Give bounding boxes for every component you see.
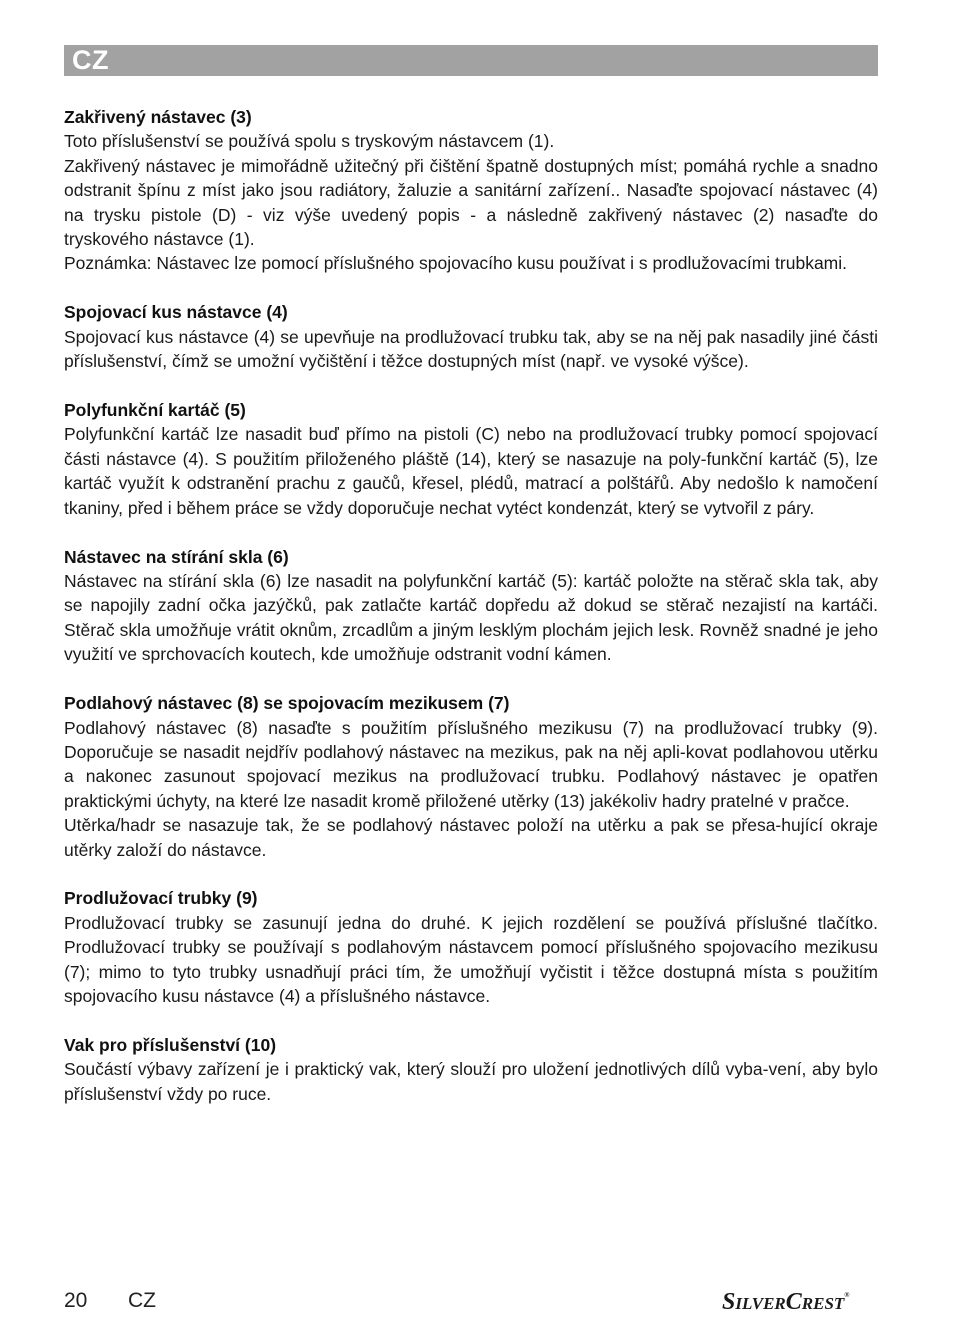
paragraph: Podlahový nástavec (8) nasaďte s použitím příslušného mezikusu (7) na prodlužovací trubky (9). Doporučuje se nasadit nejdřív podlahový nástavec na mezikus, pak na něj apli-kovat podlahovou utěrku a nakonec zasunout spojovací mezikus na prodlužovací trubku. Podlahový nástavec je opatřen praktickými úchyty, na které lze nasadit kromě přiložené utěrky (13) jakékoliv hadry pratelné v pračce.: [64, 717, 878, 811]
section-title: Zakřivený nástavec (3): [64, 107, 252, 127]
brand-text: ILVER: [735, 1294, 786, 1313]
paragraph: Součástí výbavy zařízení je i praktický vak, který slouží pro uložení jednotlivých dílů vyba-vení, aby bylo příslušenství vždy po ruce.: [64, 1059, 878, 1104]
section-title: Vak pro příslušenství (10): [64, 1035, 277, 1055]
brand-text: REST: [801, 1294, 845, 1313]
section-title: Nástavec na stírání skla (6): [64, 546, 289, 567]
paragraph: Spojovací kus nástavce (4) se upevňuje na prodlužovací trubku tak, aby se na něj pak nasadily jiné části příslušenství, čímž se umožní vyčištění i těžce dostupných míst (např. ve vysoké výšce).: [64, 326, 878, 372]
section-extension-tubes: [64, 886, 878, 1008]
brand-letter: C: [785, 1289, 802, 1315]
paragraph: Polyfunkční kartáč lze nasadit buď přímo na pistoli (C) nebo na prodlužovací trubky pomocí spojovací části nástavce (4). S použitím přiloženého pláště (14), který se nasazuje na poly-funkční kartáč (5), lze kartáč využít k odstranění prachu z gaučů, křesel, plédů, matrací a polštářů. Aby nedošlo k namočení tkaniny, před i během práce se vždy doporučuje nechat vytéct kondenzát, který se vytvořil z páry.: [64, 424, 878, 518]
section-accessory-bag: [64, 1033, 878, 1106]
paragraph: Zakřivený nástavec je mimořádně užitečný při čištění špatně dostupných míst; pomáhá rychle a snadno odstranit špínu z míst jako jsou radiátory, žaluzie a sanitární zařízení.. Nasaďte spojovací nástavec (4) na trysku pistole (D) - viz výše uvedený popis - a následně zakřivený nástavec (2) nasaďte do tryskového nástavce (1).: [64, 155, 878, 250]
section-floor-nozzle: [64, 691, 878, 862]
section-curved-nozzle: [64, 105, 878, 276]
page-number: 20: [64, 1289, 88, 1312]
paragraph: Prodlužovací trubky se zasunují jedna do druhé. K jejich rozdělení se používá příslušné tlačítko. Prodlužovací trubky se používají s podlahovým nástavcem pomocí příslušného spojovacího mezikusu (7); mimo to tyto trubky usnadňují práci tím, že umožňují vyčistit i těžce dostupná místa s použitím spojovacího kusu nástavce (4) a příslušného nástavce.: [64, 912, 878, 1007]
paragraph: Toto příslušenství se používá spolu s tryskovým nástavcem (1).: [64, 131, 555, 152]
section-title: Spojovací kus nástavce (4): [64, 302, 288, 323]
paragraph: Poznámka: Nástavec lze pomocí příslušného spojovacího kusu používat i s prodlužovacími trubkami.: [64, 253, 848, 274]
section-multifunction-brush: [64, 398, 878, 520]
language-label: CZ: [72, 45, 109, 75]
brand-logo: [722, 1289, 882, 1315]
section-window-wiper: [64, 545, 878, 667]
section-title: Polyfunkční kartáč (5): [64, 400, 246, 421]
paragraph: Nástavec na stírání skla (6) lze nasadit na polyfunkční kartáč (5): kartáč položte na stěrač skla tak, aby se napojily zadní očka jazýčků, pak zatlačte kartáč dopředu až dokud se stěrač nezajistí na kartáči. Stěrač skla umožňuje vrátit oknům, zrcadlům a jiným lesklým plochám jejich lesk. Rovněž snadné je jeho využití ve sprchovacích koutech, kde umožňuje odstranit vodní kámen.: [64, 571, 878, 665]
section-title: Podlahový nástavec (8) se spojovacím mezikusem (7): [64, 693, 510, 714]
registered-mark: ®: [844, 1291, 850, 1299]
footer-language: CZ: [128, 1289, 156, 1312]
brand-letter: S: [722, 1289, 736, 1315]
section-title: Prodlužovací trubky (9): [64, 888, 258, 909]
section-nozzle-connector: [64, 300, 878, 373]
language-header-bar: [64, 45, 878, 76]
manual-content: [64, 105, 878, 1131]
paragraph: Utěrka/hadr se nasazuje tak, že se podlahový nástavec položí na utěrku a pak se přesa-hující okraje utěrky založí do nástavce.: [64, 815, 878, 860]
